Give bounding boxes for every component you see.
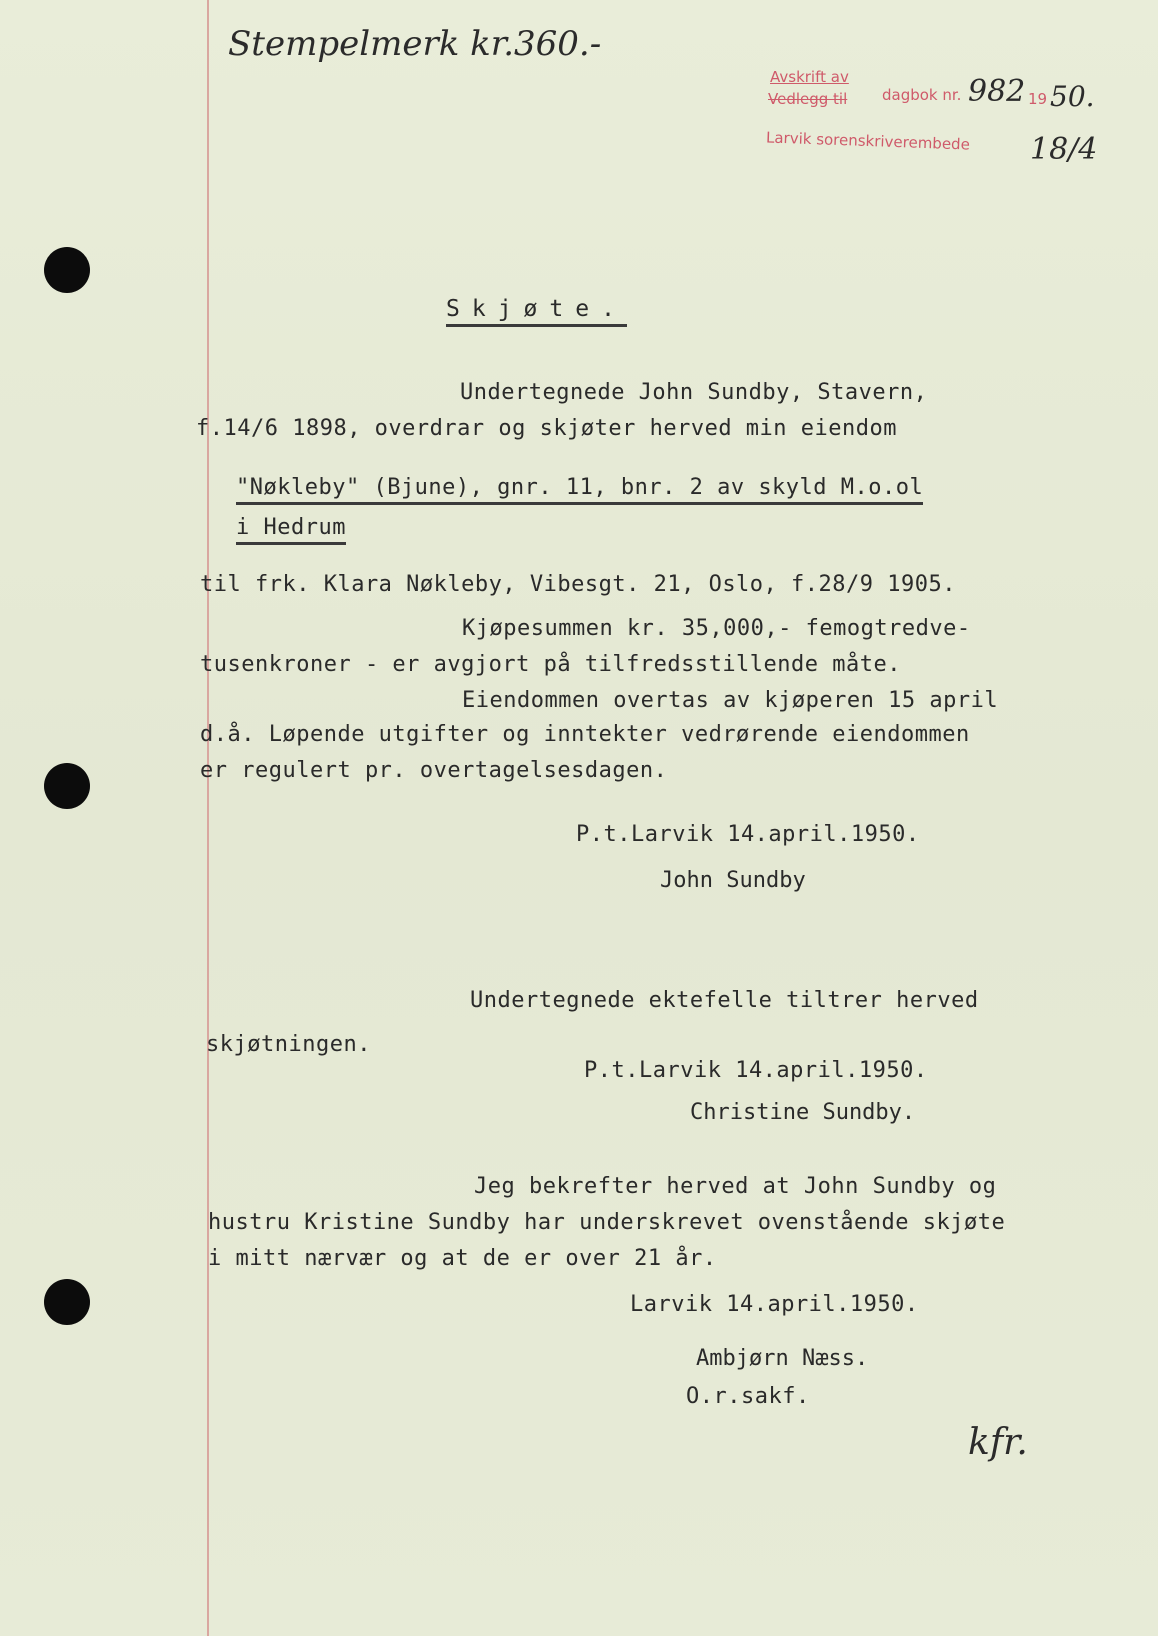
signature2-place-date: P.t.Larvik 14.april.1950. <box>584 1058 928 1083</box>
stamp-office: Larvik sorenskriverembede <box>765 128 971 154</box>
clerk-initials: kfr. <box>968 1422 1028 1463</box>
takeover-line1: Eiendommen overtas av kjøperen 15 april <box>462 688 999 713</box>
property-line1-wrapper <box>236 475 923 500</box>
property-line2: i Hedrum <box>236 515 346 545</box>
property-line1: "Nøkleby" (Bjune), gnr. 11, bnr. 2 av skyld M.o.ol <box>236 475 923 505</box>
spouse-line1: Undertegnede ektefelle tiltrer herved <box>470 988 979 1013</box>
buyer-line: til frk. Klara Nøkleby, Vibesgt. 21, Oslo, f.28/9 1905. <box>200 572 956 597</box>
signature3-name: Ambjørn Næss. <box>696 1346 869 1371</box>
takeover-line2: d.å. Løpende utgifter og inntekter vedrørende eiendommen <box>200 722 970 747</box>
stamp-date-note: 18/4 <box>1030 132 1098 167</box>
attestation-line2: hustru Kristine Sundby har underskrevet ovenstående skjøte <box>208 1210 1006 1235</box>
takeover-line3: er regulert pr. overtagelsesdagen. <box>200 758 668 783</box>
attestation-line3: i mitt nærvær og at de er over 21 år. <box>208 1246 717 1271</box>
punch-hole <box>44 763 90 809</box>
signature3-title: O.r.sakf. <box>686 1384 810 1409</box>
stamp-year-prefix: 19 <box>1028 90 1048 108</box>
stamp-dagbok-number: 982 <box>968 74 1026 109</box>
stamp-duty-note: Stempelmerk kr.360.- <box>228 24 602 64</box>
signature3-place-date: Larvik 14.april.1950. <box>630 1292 919 1317</box>
punch-hole <box>44 1279 90 1325</box>
stamp-line-2: Vedlegg til <box>768 90 848 108</box>
stamp-dagbok-label: dagbok nr. <box>882 86 962 104</box>
signature1-name: John Sundby <box>660 868 806 893</box>
margin-line <box>207 0 209 1636</box>
document-title-wrapper <box>446 296 627 322</box>
para1-line1: Undertegnede John Sundby, Stavern, <box>460 380 928 405</box>
signature1-place-date: P.t.Larvik 14.april.1950. <box>576 822 920 847</box>
para1-line2: f.14/6 1898, overdrar og skjøter herved min eiendom <box>196 416 898 441</box>
spouse-line2: skjøtningen. <box>206 1032 371 1057</box>
stamp-line-1: Avskrift av <box>770 68 849 86</box>
price-line2: tusenkroner - er avgjort på tilfredsstillende måte. <box>200 652 902 677</box>
property-line2-wrapper <box>236 515 346 540</box>
document-title: Skjøte. <box>446 296 627 327</box>
stamp-year-suffix: 50. <box>1050 80 1095 113</box>
punch-hole <box>44 247 90 293</box>
attestation-line1: Jeg bekrefter herved at John Sundby og <box>474 1174 997 1199</box>
signature2-name: Christine Sundby. <box>690 1100 916 1125</box>
price-line1: Kjøpesummen kr. 35,000,- femogtredve- <box>462 616 971 641</box>
